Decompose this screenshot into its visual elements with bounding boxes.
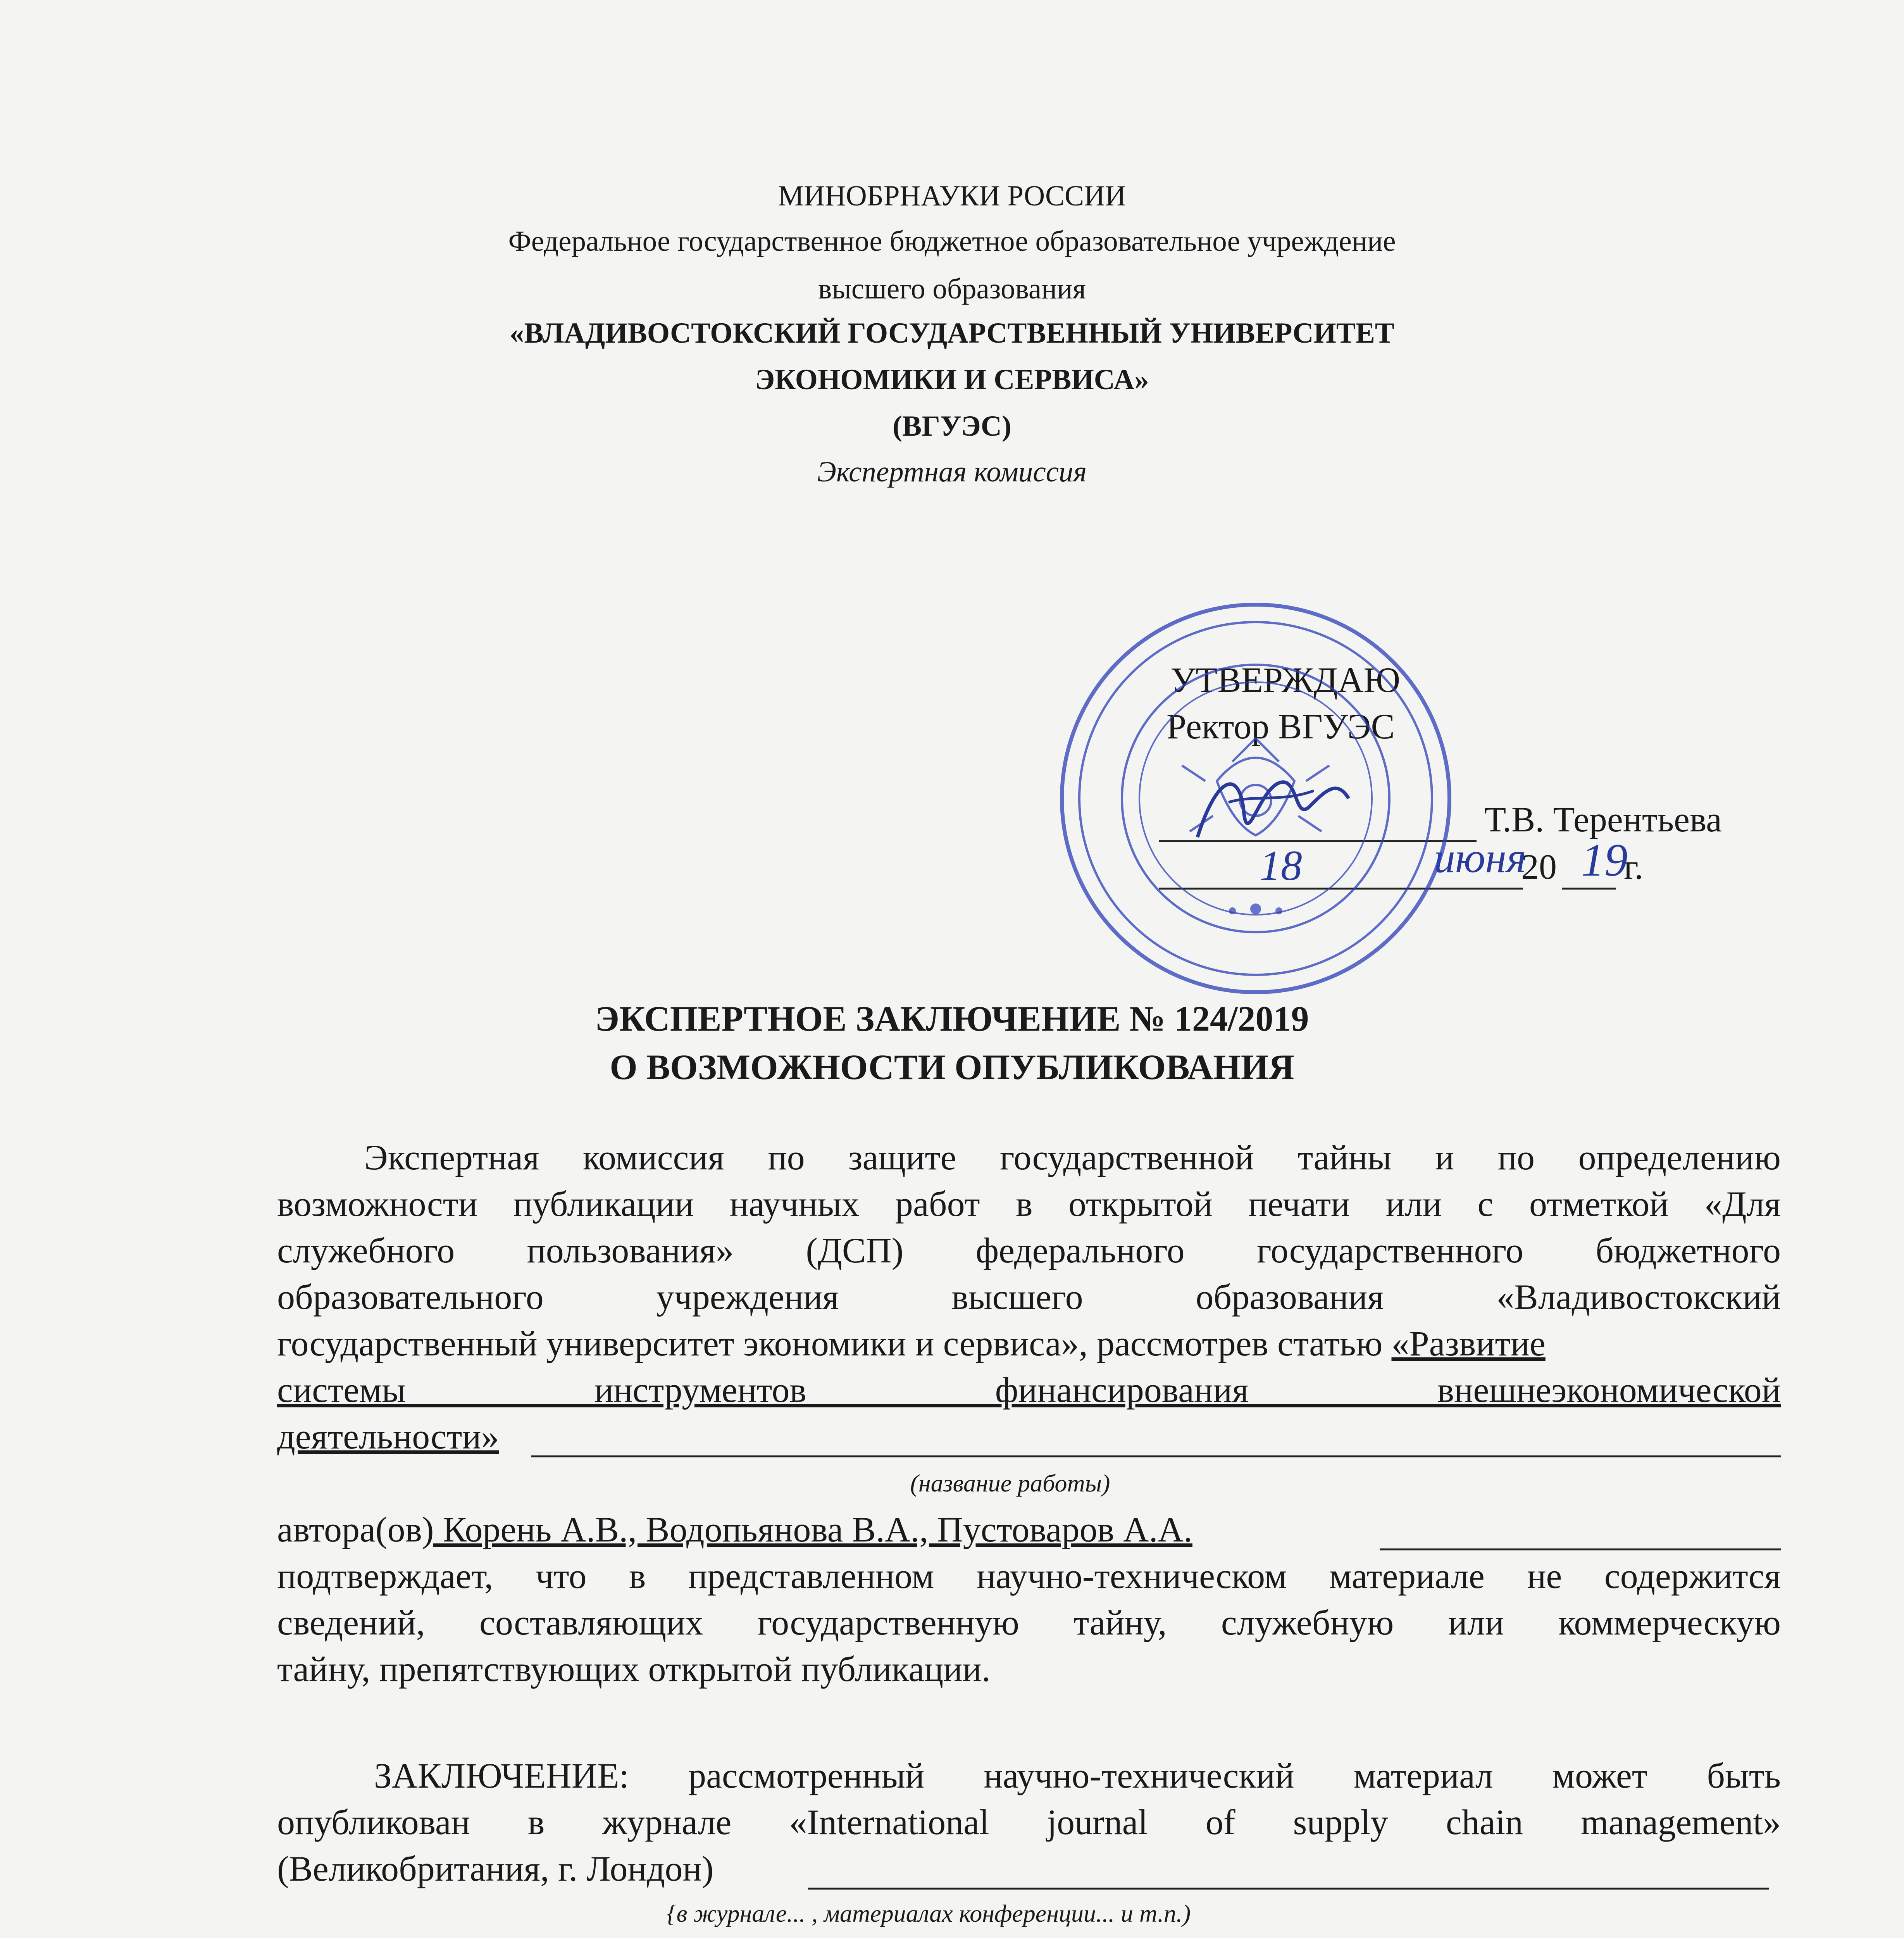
handwritten-month: июня [1434,834,1527,881]
paragraph2-line3: (Великобритания, г. Лондон) [277,1849,714,1888]
ministry-name: МИНОБРНАУКИ РОССИИ [778,180,1126,212]
article-title-line2: системы инструментов финансирования внешнеэкономической [277,1370,1781,1410]
university-name-line2: ЭКОНОМИКИ И СЕРВИСА» [755,364,1149,396]
university-abbr: (ВГУЭС) [893,410,1011,442]
university-name-line1: «ВЛАДИВОСТОКСКИЙ ГОСУДАРСТВЕННЫЙ УНИВЕРСИТЕТ [510,317,1394,349]
authors-fill-line [1380,1548,1781,1550]
authors-line [277,1512,1192,1547]
paragraph1-line2: возможности публикации научных работ в открытой печати или с отметкой «Для [277,1184,1781,1224]
approval-year-prefix: 20 [1521,847,1557,886]
rector-signature [1182,744,1360,868]
paragraph1-line3: служебного пользования» (ДСП) федерального государственного бюджетного [277,1231,1781,1270]
institution-level: высшего образования [818,273,1086,305]
paragraph2-line2: опубликован в журнале «International journal of supply chain management» [277,1802,1781,1842]
paragraph1-line5 [277,1326,1781,1361]
approval-year-line [1562,888,1616,890]
institution-type: Федеральное государственное бюджетное образовательное учреждение [508,225,1396,257]
article-title-line3: деятельности» [277,1417,499,1456]
paragraph1-line8: подтверждает, что в представленном научно-техническом материале не содержится [277,1556,1781,1596]
paragraph1-line10: тайну, препятствующих открытой публикации. [277,1649,991,1689]
article-title-start: «Развитие [1391,1324,1546,1363]
authors-names: Корень А.В., Водопьянова В.А., Пустоваров А.А. [434,1510,1192,1549]
authors-label: автора(ов [277,1510,422,1549]
approval-year-suffix: г. [1624,847,1644,886]
paragraph1-line1: Экспертная комиссия по защите государственной тайны и по определению [364,1138,1781,1177]
document-title-line1: ЭКСПЕРТНОЕ ЗАКЛЮЧЕНИЕ № 124/2019 [595,999,1309,1038]
handwritten-year: 19 [1581,834,1628,886]
approver-position: Ректор ВГУЭС [1167,707,1395,746]
authors-close: ) [422,1510,434,1549]
publication-caption: {в журнале... , материалах конференции... и т.п.) [667,1900,1191,1927]
commission-name: Экспертная комиссия [817,456,1087,488]
document-title-line2: О ВОЗМОЖНОСТИ ОПУБЛИКОВАНИЯ [610,1047,1294,1087]
paragraph1-line9: сведений, составляющих государственную тайну, служебную или коммерческую [277,1603,1781,1642]
work-name-caption: (название работы) [910,1469,1110,1497]
paragraph1-line5-text: государственный университет экономики и сервиса», рассмотрев статью [277,1324,1392,1363]
approver-name: Т.В. Терентьева [1484,800,1722,839]
paragraph2-line1: ЗАКЛЮЧЕНИЕ: рассмотренный научно-технический материал может быть [374,1756,1781,1795]
approve-label: УТВЕРЖДАЮ [1170,660,1401,700]
publication-fill-line [808,1888,1769,1890]
handwritten-day: 18 [1260,842,1302,889]
paragraph1-line4: образовательного учреждения высшего образования «Владивостокский [277,1277,1781,1317]
article-title-fill-line [531,1455,1781,1457]
